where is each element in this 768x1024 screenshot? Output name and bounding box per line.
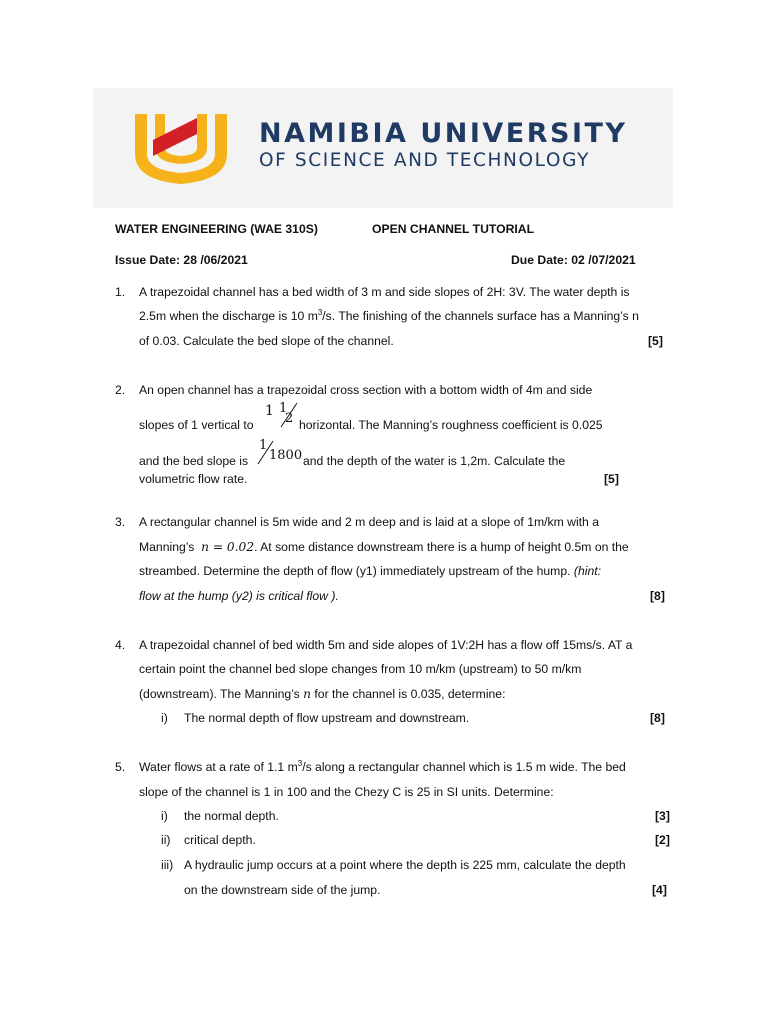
subquestion-number: i) <box>161 809 168 823</box>
question-text: and the depth of the water is 1,2m. Calculate the <box>303 454 566 468</box>
tutorial-title: OPEN CHANNEL TUTORIAL <box>372 222 535 236</box>
marks-badge: [3] <box>655 809 670 823</box>
subquestion-text: the normal depth. <box>184 809 279 823</box>
subquestion-text: A hydraulic jump occurs at a point where the depth is 225 mm, calculate the depth <box>184 858 626 872</box>
due-date: Due Date: 02 /07/2021 <box>511 253 636 267</box>
subquestion-text: on the downstream side of the jump. <box>184 883 381 897</box>
issue-date: Issue Date: 28 /06/2021 <box>115 253 248 267</box>
question-text: A rectangular channel is 5m wide and 2 m deep and is laid at a slope of 1m/km with a <box>139 515 599 529</box>
question-hint: flow at the hump (y2) is critical flow ). <box>139 589 339 603</box>
question-text: A trapezoidal channel of bed width 5m and side alopes of 1V:2H has a flow off 15ms/s. AT a <box>139 638 633 652</box>
university-banner <box>93 88 673 208</box>
subquestion-number: iii) <box>161 858 174 872</box>
question-text: 2.5m when the discharge is 10 $m^3/s$. The finishing of the channels surface has a Manning’s n <box>139 307 639 323</box>
question-text: certain point the channel bed slope changes from 10 m/km (upstream) to 50 m/km <box>139 662 582 676</box>
question-number: 3. <box>115 515 126 529</box>
course-title: WATER ENGINEERING (WAE 310S) <box>115 222 318 236</box>
subquestion-number: i) <box>161 711 168 725</box>
marks-badge: [2] <box>655 833 670 847</box>
question-number: 1. <box>115 285 126 299</box>
marks-badge: [8] <box>650 711 665 725</box>
marks-badge: [5] <box>604 472 619 486</box>
question-number: 4. <box>115 638 126 652</box>
marks-badge: [4] <box>652 883 667 897</box>
question-number: 5. <box>115 760 126 774</box>
question-text: streambed. Determine the depth of flow (y1) immediately upstream of the hump. (hint: <box>139 564 602 578</box>
question-text: of 0.03. Calculate the bed slope of the channel. <box>139 334 394 348</box>
question-text: horizontal. The Manning’s roughness coefficient is 0.025 <box>299 418 603 432</box>
subquestion-text: The normal depth of flow upstream and downstream. <box>184 711 470 725</box>
university-logo-icon <box>131 110 231 186</box>
question-text: and the bed slope is <box>139 454 249 468</box>
subquestion-text: critical depth. <box>184 833 256 847</box>
marks-badge: [8] <box>650 589 665 603</box>
fraction-one-over-1800: 1 1800 <box>255 438 301 468</box>
marks-badge: [5] <box>648 334 663 348</box>
question-text: Water flows at a rate of 1.1 $m^3/s$ along a rectangular channel which is 1.5 m wide. The bed <box>139 758 626 774</box>
question-text: slopes of 1 vertical to <box>139 418 254 432</box>
question-text: volumetric flow rate. <box>139 472 248 486</box>
fraction-one-and-half: 1 1 2 <box>265 403 274 419</box>
question-text: An open channel has a trapezoidal cross section with a bottom width of 4m and side <box>139 383 593 397</box>
subquestion-number: ii) <box>161 833 171 847</box>
question-text: (downstream). The Manning’s n for the channel is 0.035, determine: <box>139 687 506 701</box>
question-text: Manning’s n = 0.02. At some distance downstream there is a hump of height 0.5m on the <box>139 540 629 554</box>
question-text: A trapezoidal channel has a bed width of 3 m and side slopes of 2H: 3V. The water depth is <box>139 285 630 299</box>
question-text: slope of the channel is 1 in 100 and the Chezy C is 25 in SI units. Determine: <box>139 785 554 799</box>
question-number: 2. <box>115 383 126 397</box>
university-subtitle: OF SCIENCE AND TECHNOLOGY <box>259 150 590 171</box>
university-name: NAMIBIA UNIVERSITY <box>259 118 628 149</box>
